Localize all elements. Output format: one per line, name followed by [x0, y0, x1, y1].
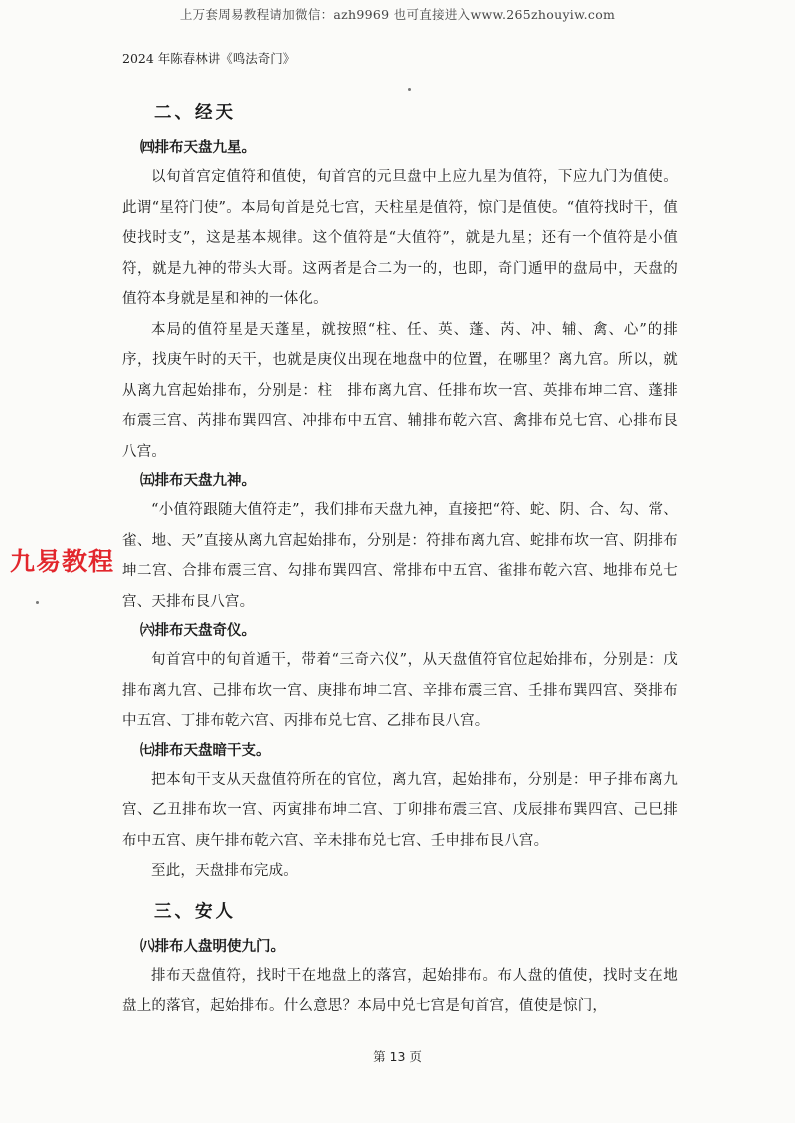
subsection-heading-5: ㈤排布天盘九神。 — [140, 473, 256, 489]
subsection-heading-6: ㈥排布天盘奇仪。 — [140, 623, 256, 639]
page-body — [122, 98, 678, 1022]
subsection-heading-7: ㈦排布天盘暗干支。 — [140, 742, 271, 759]
paragraph-5: “小值符跟随大值符走”，我们排布天盘九神，直接把“符、蛇、阴、合、勾、常、雀、地、天”直接从离九宫起始排布，分别是：符排布离九宫、蛇排布坎一宫、阴排布坤二宫、合排布震三宫、勾排布巽四宫、常排布中五宫、雀排布乾六宫、地排布兑七宫、天排布艮八宫。 — [122, 502, 678, 610]
scan-speck — [36, 601, 39, 604]
paragraph-4b: 本局的值符星是天蓬星，就按照“柱、任、英、蓬、芮、冲、辅、禽、心”的排序，找庚午时的天干，也就是庚仪出现在地盘中的位置，在哪里？离九宫。所以，就从离九宫起始排布，分别是：柱 排布离九宫、任排布坎一宫、英排布坤二宫、蓬排布震三宫、芮排布巽四宫、冲排布中五宫、辅排布乾六宫、禽排布兑七宫、心排布艮八宫。 — [122, 321, 678, 460]
subsection-heading-8: ㈧排布人盘明使九门。 — [140, 938, 285, 955]
section-heading-2: 二、经天 — [154, 103, 236, 123]
running-title: 2024 年陈春林讲《鸣法奇门》 — [122, 51, 296, 66]
paragraph-7a: 把本旬干支从天盘值符所在的官位，离九宫，起始排布，分别是：甲子排布离九宫、乙丑排布坎一宫、丙寅排布坤二宫、丁卯排布震三宫、戊辰排布巽四宫、己巳排布中五宫、庚午排布乾六宫、辛未排布兑七宫、壬申排布艮八宫。 — [122, 771, 678, 849]
paragraph-8: 排布天盘值符，找时干在地盘上的落宫，起始排布。布人盘的值使，找时支在地盘上的落官，起始排布。什么意思？本局中兑七宫是旬首宫，值使是惊门， — [122, 967, 678, 1014]
scan-speck — [408, 88, 411, 91]
paragraph-6: 旬首宫中的旬首遁干，带着“三奇六仪”，从天盘值符官位起始排布，分别是：戊排布离九宫、己排布坎一宫、庚排布坤二宫、辛排布震三宫、壬排布巽四宫、癸排布中五宫、丁排布乾六宫、丙排布兑七宫、乙排布艮八宫。 — [122, 652, 678, 729]
subsection-heading-4: ㈣排布天盘九星。 — [140, 140, 256, 156]
side-watermark: 九易教程 — [10, 547, 115, 576]
section-heading-3: 三、安人 — [154, 901, 236, 922]
paragraph-7b: 至此，天盘排布完成。 — [151, 863, 298, 879]
header-watermark: 上万套周易教程请加微信：azh9969 也可直接进入www.265zhouyiw.com — [179, 7, 616, 22]
paragraph-4a: 以旬首宫定值符和值使，旬首宫的元旦盘中上应九星为值符，下应九门为值使。此谓“星符门使”。本局旬首是兑七宫，天柱星是值符，惊门是值使。“值符找时干，值使找时支”，这是基本规律。这个值符是“大值符”，就是九星；还有一个值符是小值符，就是九神的带头大哥。这两者是合二为一的，也即，奇门遁甲的盘局中，天盘的值符本身就是星和神的一体化。 — [122, 169, 678, 307]
page-number: 第 13 页 — [373, 1049, 422, 1064]
